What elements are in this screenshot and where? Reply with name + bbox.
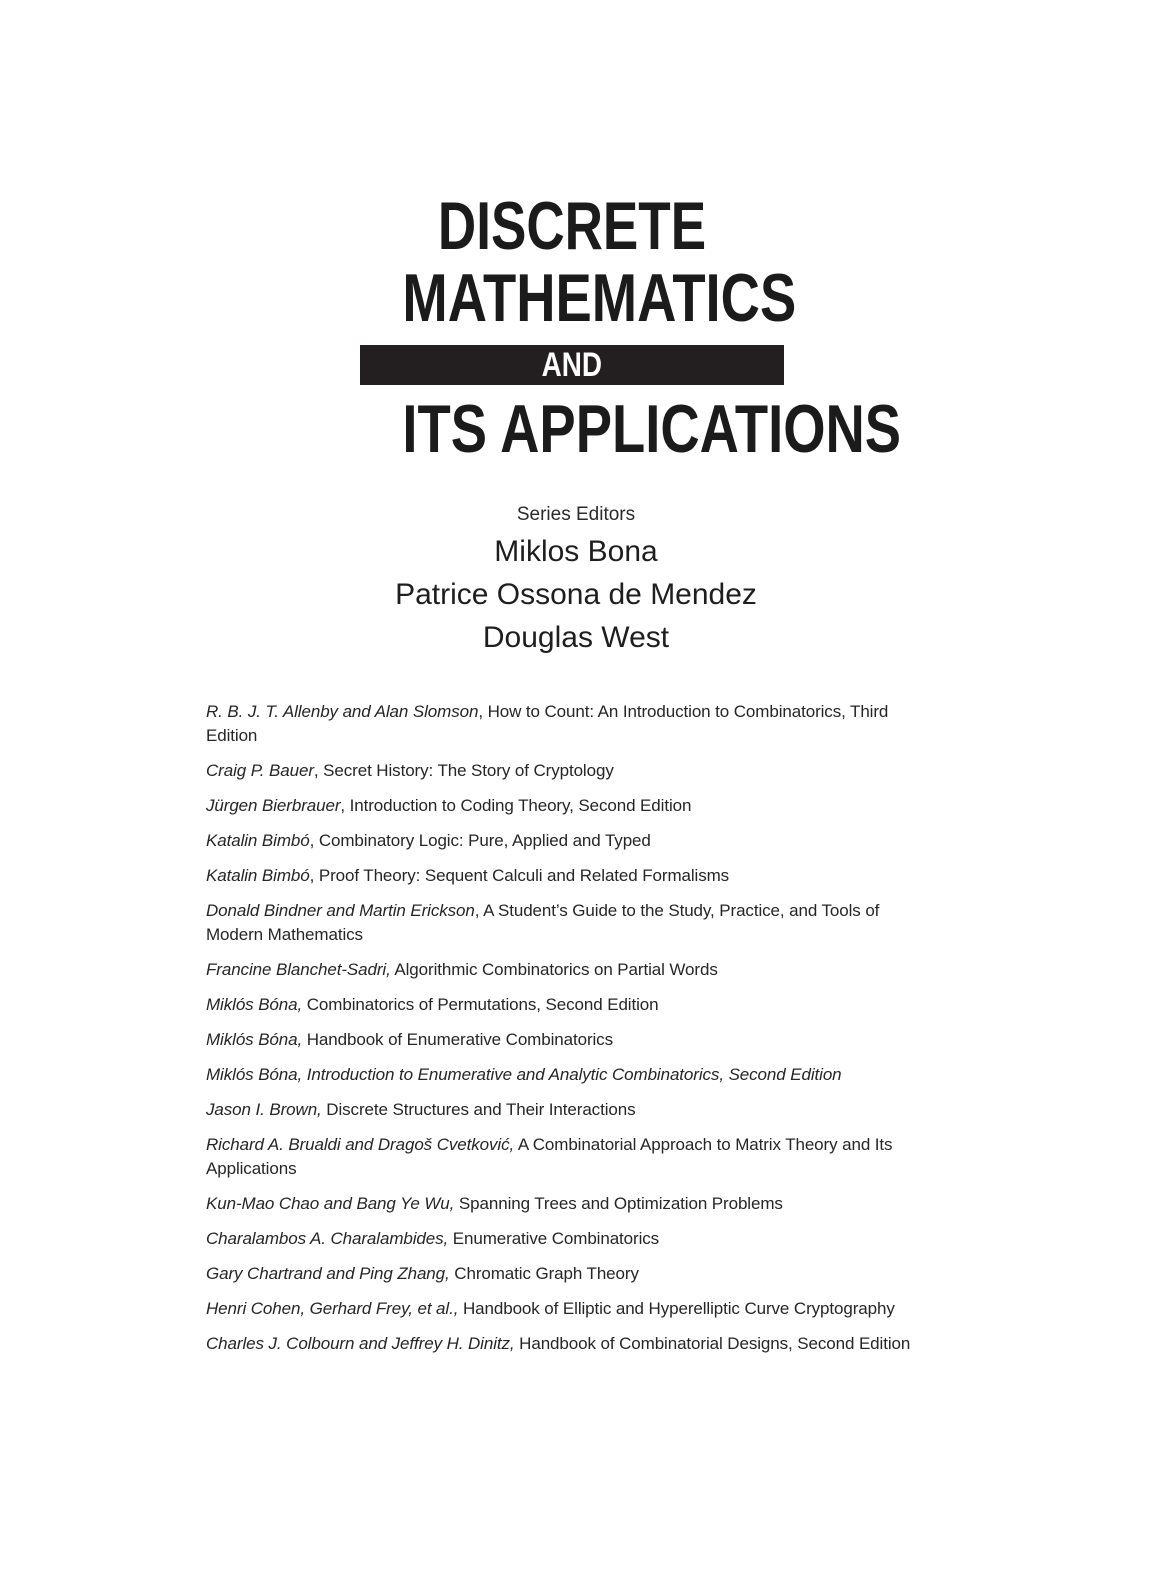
book-list-item	[206, 794, 936, 818]
editor-name: Patrice Ossona de Mendez	[395, 578, 757, 611]
book-author: Henri Cohen, Gerhard Frey, et al.,	[206, 1299, 459, 1318]
book-author: Miklós Bóna,	[206, 995, 303, 1014]
book-title: How to Count: An Introduction to Combinatorics, Third Edition	[206, 702, 889, 745]
book-list-item	[206, 1098, 936, 1122]
book-list-item	[206, 1133, 936, 1181]
book-title: Discrete Structures and Their Interactions	[326, 1100, 636, 1119]
book-title: Introduction to Enumerative and Analytic Combinatorics, Second Edition	[306, 1065, 842, 1084]
series-editors-label: Series Editors	[516, 504, 636, 525]
book-list-item	[206, 829, 936, 853]
book-title: Secret History: The Story of Cryptology	[323, 761, 614, 780]
series-title-line-discrete: DISCRETE	[437, 188, 707, 264]
book-list-item	[206, 1297, 936, 1321]
book-separator: ,	[313, 761, 324, 780]
book-author: Francine Blanchet-Sadri,	[206, 960, 391, 979]
book-author: Charles J. Colbourn and Jeffrey H. Dinitz,	[206, 1334, 515, 1353]
series-title-and: AND	[541, 346, 603, 384]
book-title: Algorithmic Combinatorics on Partial Words	[394, 960, 718, 979]
book-list-item	[206, 1063, 936, 1087]
book-list-item	[206, 993, 936, 1017]
book-separator: ,	[478, 702, 488, 721]
book-author: Charalambos A. Charalambides,	[206, 1229, 449, 1248]
book-list-item	[206, 1227, 936, 1251]
book-separator: ,	[474, 901, 484, 920]
book-list-item	[206, 1028, 936, 1052]
book-title: Handbook of Combinatorial Designs, Second Edition	[519, 1334, 911, 1353]
series-title-line-mathematics: MATHEMATICS	[402, 260, 797, 336]
book-title: Proof Theory: Sequent Calculi and Related Formalisms	[318, 866, 730, 885]
series-title-line-applications: ITS APPLICATIONS	[402, 391, 902, 467]
book-separator: ,	[340, 796, 350, 815]
book-list-item	[206, 759, 936, 783]
book-list-item	[206, 1262, 936, 1286]
book-list	[206, 700, 936, 1367]
book-author: Craig P. Bauer	[206, 761, 314, 780]
series-title-and-bar	[360, 345, 784, 385]
book-title: Enumerative Combinatorics	[452, 1229, 660, 1248]
book-author: Richard A. Brualdi and Dragoš Cvetković,	[206, 1135, 515, 1154]
book-title: Spanning Trees and Optimization Problems	[458, 1194, 783, 1213]
book-author: Katalin Bimbó	[206, 831, 310, 850]
book-author: R. B. J. T. Allenby and Alan Slomson	[206, 702, 479, 721]
book-title: Combinatorics of Permutations, Second Edition	[306, 995, 659, 1014]
book-author: Gary Chartrand and Ping Zhang,	[206, 1264, 450, 1283]
book-title: Handbook of Enumerative Combinatorics	[306, 1030, 613, 1049]
book-title: Combinatory Logic: Pure, Applied and Typed	[318, 831, 651, 850]
editor-name: Douglas West	[482, 621, 670, 654]
book-list-item	[206, 700, 936, 748]
book-title: A Student’s Guide to the Study, Practice, and Tools of Modern Mathematics	[206, 901, 880, 944]
editor-name: Miklos Bona	[494, 535, 658, 568]
book-author: Miklós Bóna,	[206, 1030, 303, 1049]
book-list-item	[206, 899, 936, 947]
book-title: A Combinatorial Approach to Matrix Theory and Its Applications	[206, 1135, 893, 1178]
book-title: Chromatic Graph Theory	[454, 1264, 639, 1283]
book-title: Introduction to Coding Theory, Second Edition	[349, 796, 692, 815]
book-author: Jürgen Bierbrauer	[206, 796, 341, 815]
book-author: Miklós Bóna,	[206, 1065, 303, 1084]
book-separator: ,	[309, 831, 319, 850]
series-editors	[0, 500, 1152, 659]
book-author: Donald Bindner and Martin Erickson	[206, 901, 475, 920]
book-list-item	[206, 864, 936, 888]
book-separator: ,	[309, 866, 319, 885]
book-list-item	[206, 1332, 936, 1356]
book-list-item	[206, 958, 936, 982]
book-author: Kun-Mao Chao and Bang Ye Wu,	[206, 1194, 455, 1213]
book-author: Jason I. Brown,	[206, 1100, 322, 1119]
series-title	[360, 188, 902, 467]
book-author: Katalin Bimbó	[206, 866, 310, 885]
book-list-item	[206, 1192, 936, 1216]
book-title: Handbook of Elliptic and Hyperelliptic Curve Cryptography	[462, 1299, 895, 1318]
